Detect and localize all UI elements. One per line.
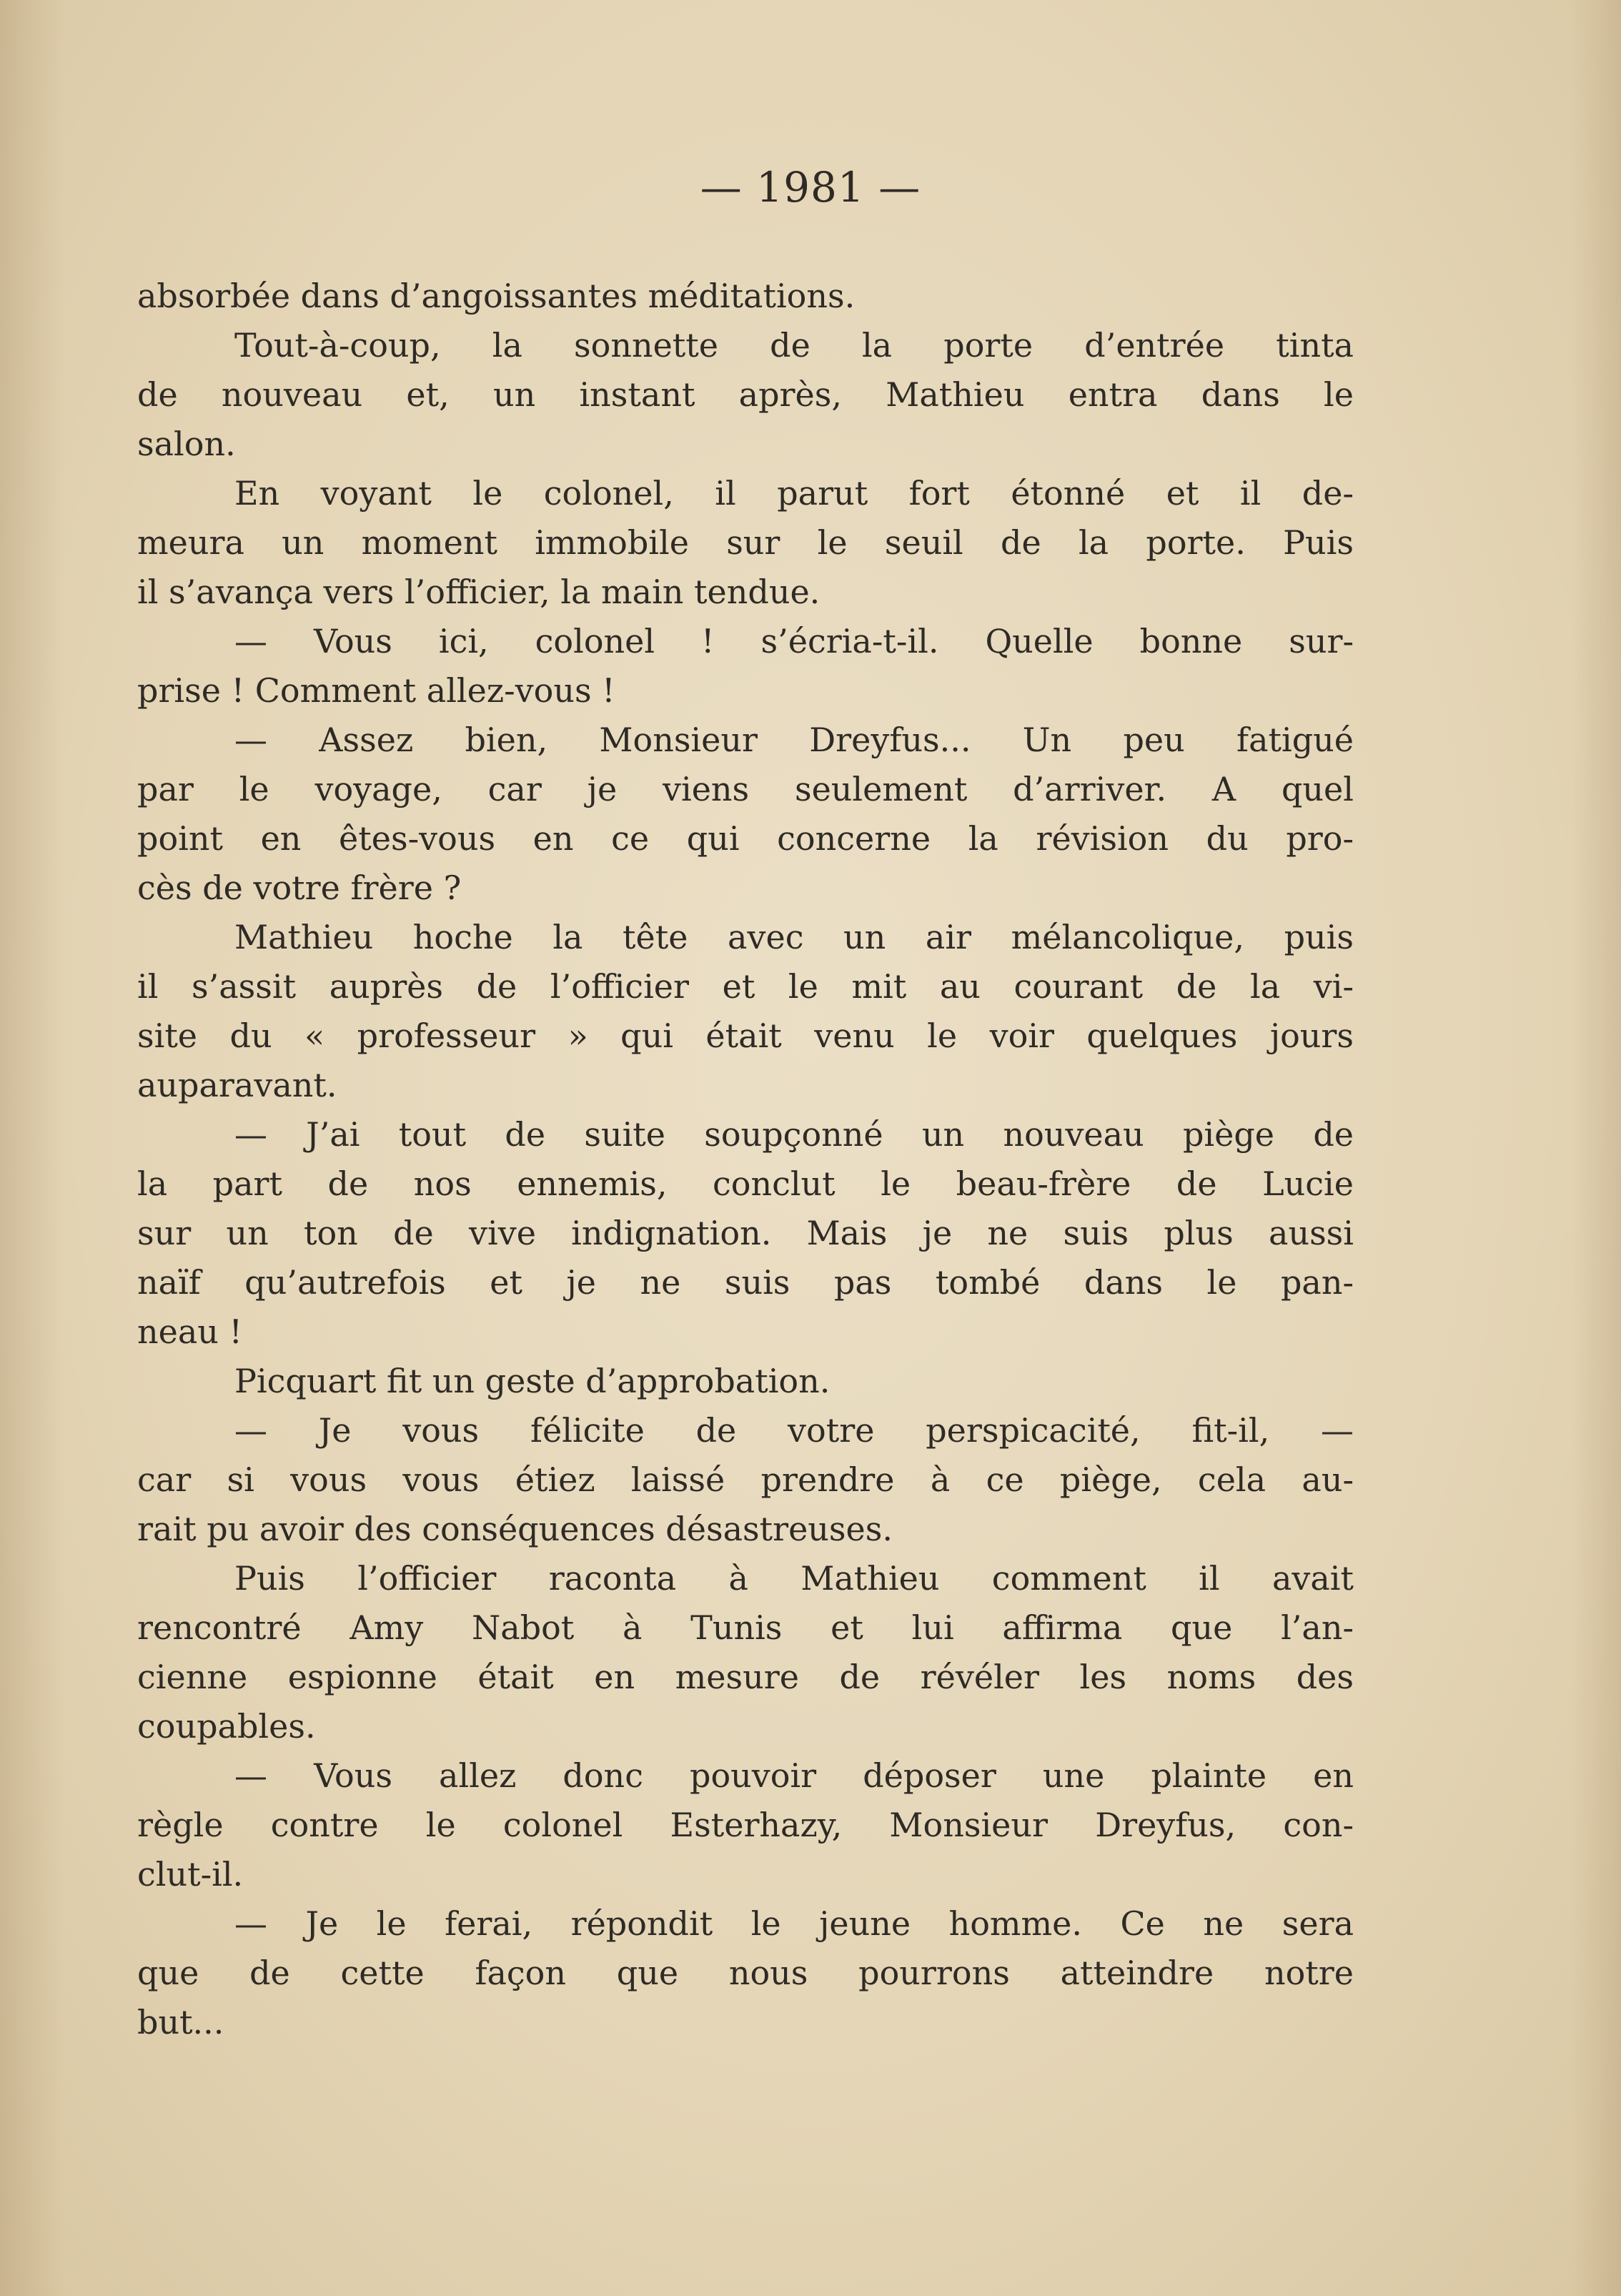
text-line: Tout-à-coup, la sonnette de la porte d’entrée tinta [234,326,1354,365]
text-line: site du « professeur » qui était venu le voir quelques jours [137,1016,1354,1055]
text-line: clut-il. [137,1855,244,1894]
text-line: — Je le ferai, répondit le jeune homme. Ce ne sera [234,1904,1354,1943]
text-line: absorbée dans d’angoissantes méditations. [137,277,856,315]
text-line: — Vous ici, colonel ! s’écria-t-il. Quelle bonne sur- [234,622,1354,660]
body-text [137,272,1354,2047]
text-line: Mathieu hoche la tête avec un air mélancolique, puis [234,918,1354,956]
text-line: neau ! [137,1312,243,1351]
text-line: — J’ai tout de suite soupçonné un nouveau piège de [234,1115,1354,1154]
text-line: Picquart fit un geste d’approbation. [234,1362,831,1400]
text-line: prise ! Comment allez-vous ! [137,671,615,710]
text-line: salon. [137,425,236,463]
text-line: cès de votre frère ? [137,869,462,907]
text-line: il s’assit auprès de l’officier et le mit au courant de la vi- [137,967,1354,1006]
page-number: — 1981 — [700,163,921,212]
text-line: car si vous vous étiez laissé prendre à ce piège, cela au- [137,1460,1354,1499]
text-line: point en êtes-vous en ce qui concerne la révision du pro- [137,819,1354,858]
text-line: but... [137,2003,224,2042]
text-line: sur un ton de vive indignation. Mais je ne suis plus aussi [137,1214,1354,1252]
text-line: rencontré Amy Nabot à Tunis et lui affirma que l’an- [137,1608,1354,1647]
text-line: — Je vous félicite de votre perspicacité, fit-il, — [234,1411,1354,1450]
text-line: meura un moment immobile sur le seuil de la porte. Puis [137,523,1354,562]
text-line: la part de nos ennemis, conclut le beau-frère de Lucie [137,1164,1354,1203]
text-line: En voyant le colonel, il parut fort étonné et il de- [234,474,1354,513]
text-line: — Vous allez donc pouvoir déposer une plainte en [234,1756,1354,1795]
page-edge-shadow-right [1571,0,1621,2296]
text-line: naïf qu’autrefois et je ne suis pas tombé dans le pan- [137,1263,1354,1302]
text-line: rait pu avoir des conséquences désastreuses. [137,1510,893,1548]
text-line: que de cette façon que nous pourrons atteindre notre [137,1954,1354,1992]
text-line: — Assez bien, Monsieur Dreyfus... Un peu fatigué [234,721,1354,759]
text-line: coupables. [137,1707,316,1746]
text-line: il s’avança vers l’officier, la main tendue. [137,573,821,611]
text-line: auparavant. [137,1066,337,1104]
text-line: de nouveau et, un instant après, Mathieu entra dans le [137,375,1354,414]
text-line: par le voyage, car je viens seulement d’arriver. A quel [137,770,1354,808]
text-line: cienne espionne était en mesure de révéler les noms des [137,1658,1354,1696]
text-line: règle contre le colonel Esterhazy, Monsieur Dreyfus, con- [137,1806,1354,1844]
page-edge-shadow-left [0,0,64,2296]
text-line: Puis l’officier raconta à Mathieu comment il avait [234,1559,1354,1598]
